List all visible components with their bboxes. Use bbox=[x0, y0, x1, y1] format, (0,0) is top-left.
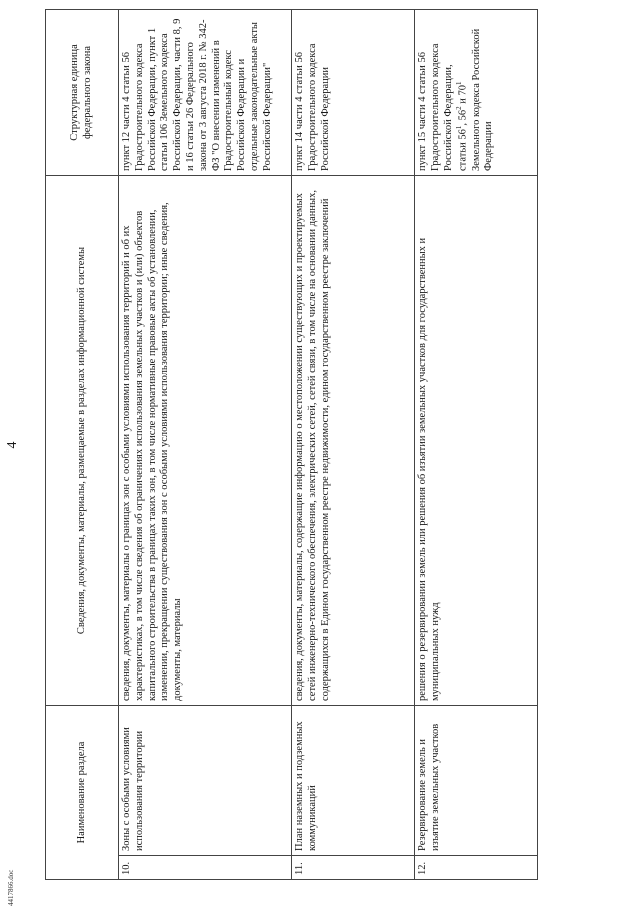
reference-part: пункт 15 части 4 статьи 56 Градостроительного кодекса Российской Федерации, bbox=[417, 43, 454, 171]
row-reference: пункт 14 части 4 статьи 56 Градостроительного кодекса Российской Федерации bbox=[292, 10, 415, 176]
row-section-name: Резервирование земель и изъятие земельных участков bbox=[415, 706, 538, 856]
page-number: 4 bbox=[5, 441, 20, 449]
header-section-name: Наименование раздела bbox=[46, 706, 119, 880]
table-row bbox=[119, 10, 292, 880]
reference-superscript: 2 bbox=[455, 106, 464, 110]
row-number: 12. bbox=[415, 856, 538, 880]
reference-superscript: 1 bbox=[455, 81, 464, 85]
reference-part: статьи 56 bbox=[457, 129, 469, 171]
reference-part: , 56 bbox=[457, 109, 469, 126]
file-reference: 4417866.doc bbox=[7, 869, 15, 906]
row-number: 10. bbox=[119, 856, 292, 880]
row-number: 11. bbox=[292, 856, 415, 880]
row-content: сведения, документы, материалы о границах зон с особыми условиями использования территорий и об их характеристиках, в том числе сведения об ограничениях использования земельных участков и (или) объектов капитального строительства в границах таких зон, в том числе нормативные правовые акты об установлении, изменении, прекращении существования зон с особыми условиями использования территории; иные сведения, документы, материалы bbox=[119, 176, 292, 706]
row-reference: пункт 12 части 4 статьи 56 Градостроительного кодекса Российской Федерации, пункт 1 статьи 106 Земельного кодекса Российской Федерации, части 8, 9 и 16 статьи 26 Федерального закона от 3 августа 2018 г. № 342-ФЗ "О внесении изменений в Градостроительный кодекс Российской Федерации и отдельные законодательные акты Российской Федерации" bbox=[119, 10, 292, 176]
table-row bbox=[415, 10, 538, 880]
sections-table bbox=[45, 9, 538, 880]
header-content: Сведения, документы, материалы, размещаемые в разделах информационной системы bbox=[46, 176, 119, 706]
rotated-page-content bbox=[5, 10, 605, 906]
row-content: решения о резервировании земель или решения об изъятии земельных участков для государственных и муниципальных нужд bbox=[415, 176, 538, 706]
row-section-name: Зоны с особыми условиями использования территории bbox=[119, 706, 292, 856]
row-content: сведения, документы, материалы, содержащие информацию о местоположении существующих и проектируемых сетей инженерно-технического обеспечения, электрических сетей, сетей связи, в том числе на основании данных, содержащихся в Едином государственном реестре недвижимости, едином государственном реестре заключений bbox=[292, 176, 415, 706]
reference-superscript: 1 bbox=[455, 125, 464, 130]
reference-part: и 70 bbox=[457, 84, 469, 107]
row-section-name: План наземных и подземных коммуникаций bbox=[292, 706, 415, 856]
reference-part: Земельного кодекса Российской Федерации bbox=[470, 28, 495, 171]
table-row bbox=[292, 10, 415, 880]
header-reference: Структурная единица федерального закона bbox=[46, 10, 119, 176]
table-header-row bbox=[46, 10, 119, 880]
row-reference bbox=[415, 10, 538, 176]
